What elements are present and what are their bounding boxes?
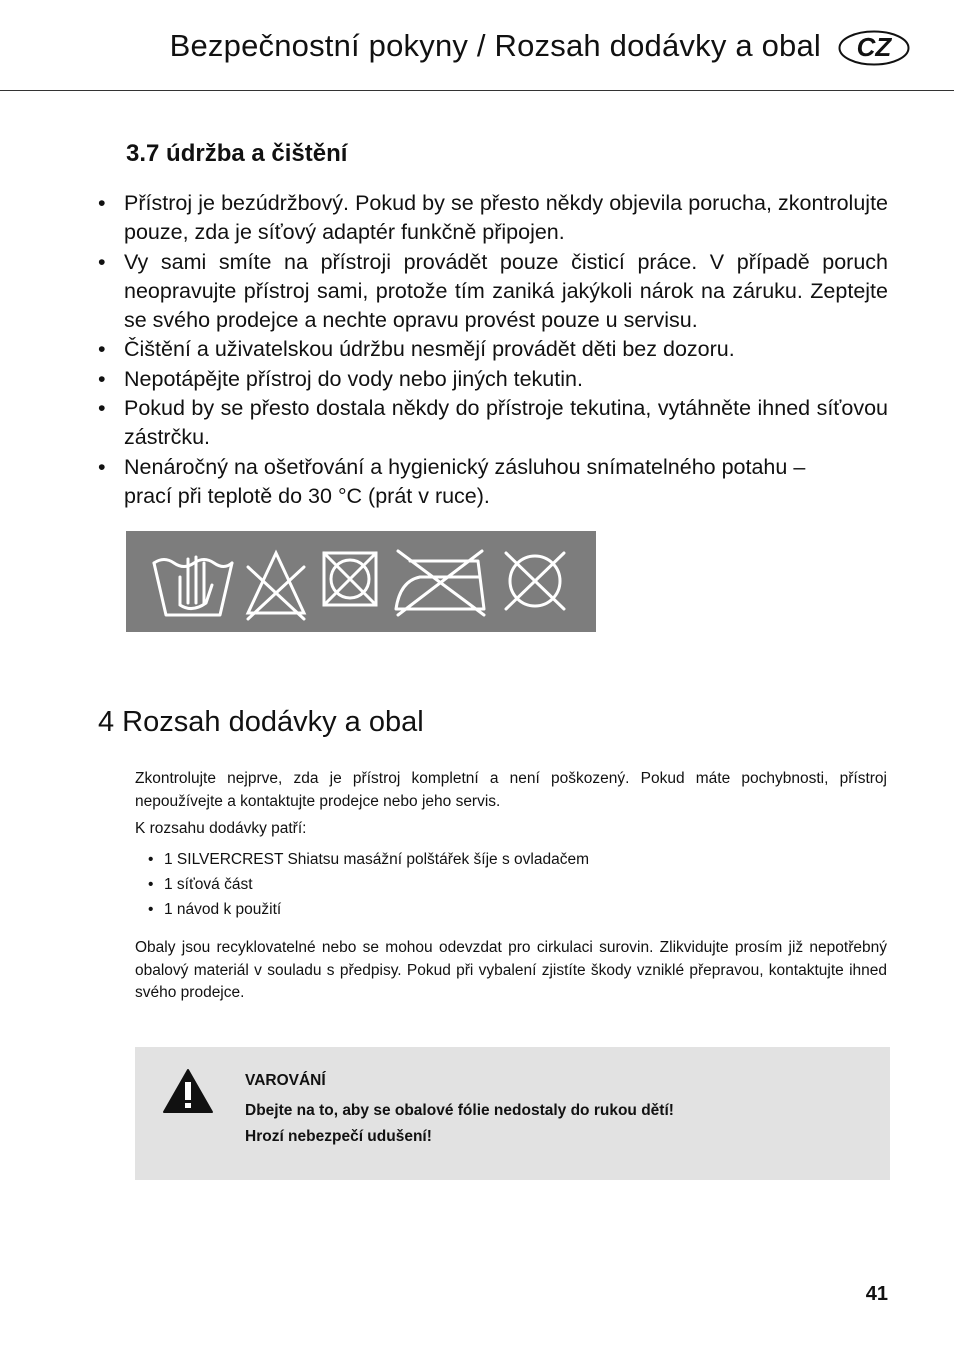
list-item [98, 365, 888, 394]
warning-title: VAROVÁNÍ [245, 1072, 326, 1089]
list-item [98, 394, 888, 453]
section-heading-scope: 4 Rozsah dodávky a obal [98, 706, 424, 738]
list-item-text: 1 síťová část [164, 876, 253, 893]
list-item [148, 872, 589, 897]
list-item-text-cont: prací při teplotě do 30 °C (prát v ruce). [124, 483, 490, 508]
list-item-text: 1 návod k použití [164, 901, 282, 918]
list-item-text: Vy sami smíte na přístroji provádět pouze čisticí práce. V případě poruch neopravujte přístroj sami, protože tím zaniká jakýkoli nárok na záruku. Zeptejte se svého prodejce a nechte opravu provést pouze u servisu. [124, 249, 888, 333]
list-item [98, 335, 888, 364]
list-item-text: Přístroj je bezúdržbový. Pokud by se přesto někdy objevila porucha, zkontrolujte pouze, zda je síťový adaptér funkčně připojen. [124, 191, 888, 245]
list-item-text: Nepotápějte přístroj do vody nebo jiných tekutin. [124, 366, 583, 391]
no-bleach-icon [242, 543, 310, 623]
bullet-dot: • [98, 396, 106, 421]
list-item-text: Pokud by se přesto dostala někdy do přístroje tekutina, vytáhněte ihned síťovou zástrčku. [124, 396, 888, 450]
list-item [148, 897, 589, 922]
bullet-dot: • [98, 191, 106, 215]
page-header [0, 0, 954, 91]
list-item-text: Čištění a uživatelskou údržbu nesmějí provádět děti bez dozoru. [124, 337, 735, 362]
scope-list-label: K rozsahu dodávky patří: [135, 820, 307, 837]
bullet-dot: • [148, 876, 154, 893]
care-symbols [126, 531, 596, 632]
no-tumble-dry-icon [318, 547, 382, 611]
list-item-text: 1 SILVERCREST Shiatsu masážní polštářek šíje s ovladačem [164, 851, 590, 868]
list-item [98, 189, 888, 248]
language-badge [838, 30, 910, 66]
scope-intro: Zkontrolujte nejprve, zda je přístroj kompletní a není poškozený. Pokud máte pochybnosti, přístroj nepoužívejte a kontaktujte prodejce nebo jeho servis. [135, 770, 887, 810]
warning-box [135, 1047, 890, 1180]
section-heading-maintenance: 3.7 údržba a čištění [126, 140, 348, 167]
bullet-dot: • [148, 851, 154, 868]
bullet-dot: • [98, 249, 106, 274]
no-iron-icon [390, 547, 490, 617]
warning-triangle-icon [162, 1068, 214, 1114]
packaging-text: Obaly jsou recyklovatelné nebo se mohou odevzdat pro cirkulaci surovin. Zlikvidujte prosím již nepotřebný obalový materiál v souladu s předpisy. Pokud při vybalení zjistíte škody vzniklé přepravou, kontaktujte ihned svého prodejce. [135, 939, 887, 1001]
bullet-dot: • [98, 337, 106, 362]
list-item [98, 248, 888, 336]
bullet-dot: • [98, 366, 106, 391]
scope-list [148, 847, 589, 922]
warning-text-1: Dbejte na to, aby se obalové fólie nedostaly do rukou dětí! [245, 1102, 674, 1119]
hand-wash-icon [150, 543, 236, 623]
bullet-dot: • [98, 454, 106, 479]
maintenance-list [98, 189, 888, 511]
header-title: Bezpečnostní pokyny / Rozsah dodávky a obal [169, 28, 821, 63]
warning-text-2: Hrozí nebezpečí udušení! [245, 1128, 432, 1145]
language-code: CZ [856, 32, 892, 62]
list-item [98, 453, 888, 512]
list-item-text: Nenáročný na ošetřování a hygienický zásluhou snímatelného potahu – [124, 454, 806, 479]
bullet-dot: • [148, 901, 154, 918]
list-item [148, 847, 589, 872]
no-dry-clean-icon [498, 545, 572, 617]
page-number: 41 [865, 1283, 888, 1305]
